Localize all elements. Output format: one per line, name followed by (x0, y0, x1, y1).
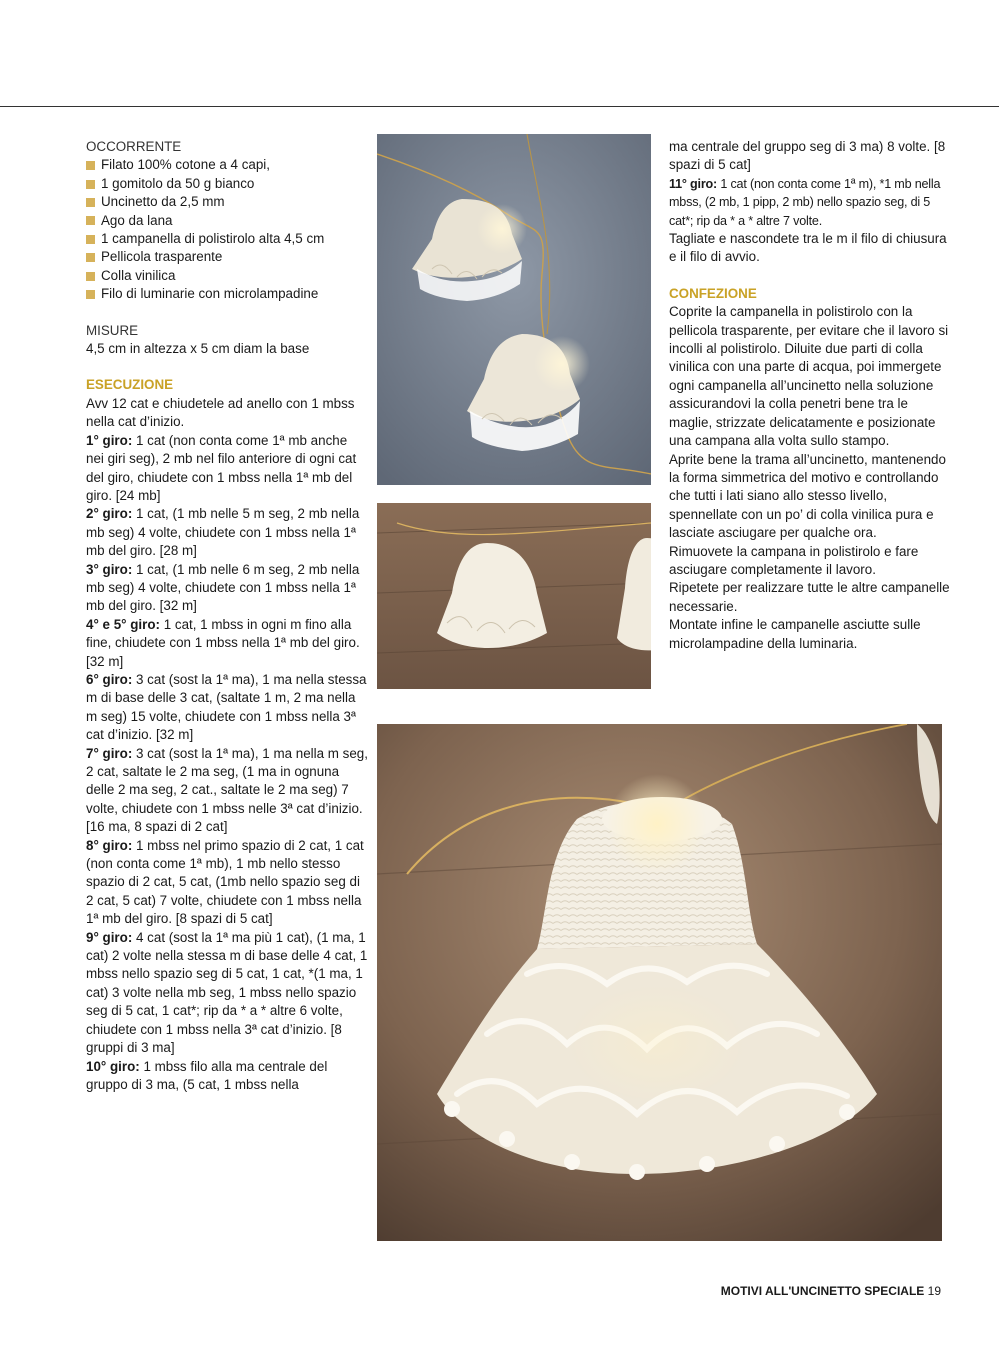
execution-intro: Avv 12 cat e chiudetele ad anello con 1 mbss nella cat d’inizio. (86, 395, 355, 430)
round-6: 6° giro: 3 cat (sost la 1ª ma), 1 ma nella stessa m di base delle 3 cat, (saltate 1 m, 2 ma nella m seg) 15 volte, chiudete con 1 mbss nella 3ª cat d’inizio. [32 m] (86, 671, 367, 743)
execution-heading: ESECUZIONE (86, 377, 174, 393)
materials-heading: OCCORRENTE (86, 139, 182, 154)
page-number: 19 (927, 1284, 941, 1298)
photo-bells-blue (377, 134, 651, 485)
round-4-5: 4° e 5° giro: 1 cat, 1 mbss in ogni m fino alla fine, chiudete con 1 mbss nella 1ª mb del giro. [32 m] (86, 616, 360, 669)
magazine-title: MOTIVI ALL'UNCINETTO SPECIALE (720, 1284, 925, 1298)
round-1: 1° giro: 1 cat (non conta come 1ª mb anche nei giri seg), 2 mb nel filo anteriore di ogni cat del giro, chiudete con 1 mbss nella 1ª mb del giro. [24 mb] (86, 432, 357, 503)
top-rule (0, 106, 999, 107)
assembly-paragraph: Aprite bene la trama all’uncinetto, mantenendo la forma simmetrica del motivo e controllando che tutti i lati siano allo stesso livello, spennellate con un po’ di colla vinilica pura e lasciate asciugare per qualche ora. (669, 451, 946, 541)
materials-list (86, 156, 368, 303)
round-2: 2° giro: 1 cat, (1 mb nelle 5 m seg, 2 mb nella mb seg) 4 volte, chiudete con 1 mbss nella 1ª mb del giro. [28 m] (86, 506, 360, 559)
measures-text: 4,5 cm in altezza x 5 cm diam la base (86, 341, 310, 357)
round-10: 10° giro: 1 mbss filo alla ma centrale del gruppo di 3 ma, (5 cat, 1 mbss nella (86, 1058, 328, 1092)
square-bullet-icon (86, 161, 95, 170)
assembly-paragraph: Montate infine le campanelle asciutte sulle microlampadine della luminaria. (669, 617, 921, 651)
bells-photo-2 (377, 503, 651, 689)
assembly-heading: CONFEZIONE (669, 285, 757, 301)
square-bullet-icon (86, 290, 95, 299)
photo-bell-closeup (377, 724, 942, 1241)
right-column (669, 138, 951, 653)
assembly-paragraph: Coprite la campanella in polistirolo con la pellicola trasparente, per evitare che il lavoro si incolli al polistirolo. Diluite due parti di colla vinilica con una parte di acqua, poi immergete ogni campanella all’uncinetto nella soluzione assicurandovi la colla penetri bene tra le maglie, strizzate delicatamente e posizionate una campana alla volta sullo stampo. (669, 304, 949, 449)
round-11: 11° giro: 1 cat (non conta come 1ª m), *1 mb nella mbss, (2 mb, 1 pipp, 2 mb) nello spazio seg, di 5 cat*; rip da * a * altre 7 volte. (669, 176, 941, 228)
list-item: Pellicola trasparente (86, 248, 368, 266)
list-item: Colla vinilica (86, 267, 368, 285)
page-footer (721, 1284, 941, 1298)
photo-bells-wood (377, 503, 651, 689)
round-7: 7° giro: 3 cat (sost la 1ª ma), 1 ma nella m seg, 2 cat, saltate le 2 ma seg, (1 ma in ognuna delle 2 ma seg, 2 cat., saltate le 2 ma seg) 7 volte, chiudete con 1 mbss nelle 3ª cat d’inizio. [16 ma, 8 spazi di 2 cat] (86, 745, 368, 835)
bells-photo-1 (377, 134, 651, 485)
assembly-paragraph: Ripetete per realizzare tutte le altre campanelle necessarie. (669, 580, 950, 614)
left-column (86, 138, 368, 1094)
round-10-continuation: ma centrale del gruppo seg di 3 ma) 8 volte. [8 spazi di 5 cat] (669, 139, 946, 173)
list-item: Ago da lana (86, 212, 368, 230)
list-item: Filato 100% cotone a 4 capi, (86, 156, 368, 174)
assembly-paragraph: Rimuovete la campana in polistirolo e fare asciugare completamente il lavoro. (669, 543, 919, 577)
round-9: 9° giro: 4 cat (sost la 1ª ma più 1 cat), (1 ma, 1 cat) 2 volte nella stessa m di base delle 4 cat, 1 mbss nello spazio seg di 5 cat, 1 cat, *(1 ma, 1 cat) 3 volte nella mb seg, 1 mbss nello spazio seg di 5 cat, 1 cat*; rip da * a * altre 6 volte, chiudete con 1 mbss nella 3ª cat d’inizio. [8 gruppi di 3 ma] (86, 929, 368, 1056)
list-item: 1 gomitolo da 50 g bianco (86, 175, 368, 193)
square-bullet-icon (86, 272, 95, 281)
list-item: 1 campanella di polistirolo alta 4,5 cm (86, 230, 368, 248)
square-bullet-icon (86, 216, 95, 225)
finish-text: Tagliate e nascondete tra le m il filo di chiusura e il filo di avvio. (669, 231, 947, 265)
square-bullet-icon (86, 235, 95, 244)
list-item: Filo di luminarie con microlampadine (86, 285, 368, 303)
square-bullet-icon (86, 253, 95, 262)
bell-photo-3 (377, 724, 942, 1241)
square-bullet-icon (86, 198, 95, 207)
measures-heading: MISURE (86, 322, 139, 338)
round-8: 8° giro: 1 mbss nel primo spazio di 2 cat, 1 cat (non conta come 1ª mb), 1 mb nello stesso spazio di 2 cat, 5 cat, (1mb nello spazio seg di 2 cat, 5 cat) 7 volte, chiudete con 1 mbss nella 1ª mb del giro. [8 spazi di 5 cat] (86, 837, 364, 927)
round-3: 3° giro: 1 cat, (1 mb nelle 6 m seg, 2 mb nella mb seg) 4 volte, chiudete con 1 mbss nella 1ª mb del giro. [32 m] (86, 561, 360, 614)
square-bullet-icon (86, 180, 95, 189)
list-item: Uncinetto da 2,5 mm (86, 193, 368, 211)
